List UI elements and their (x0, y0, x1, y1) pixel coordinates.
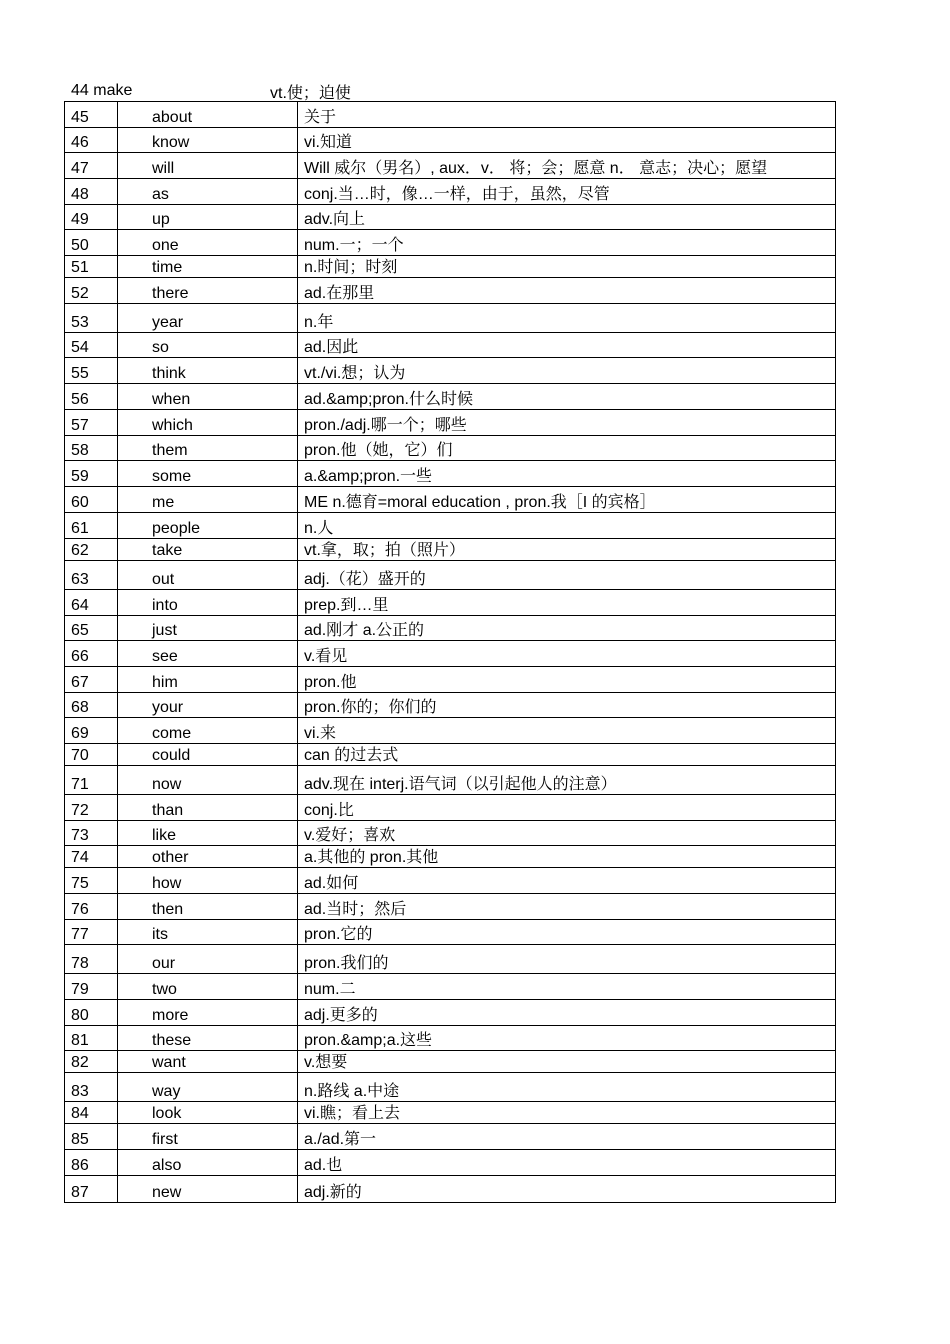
row-word: so (118, 333, 298, 358)
row-word: out (118, 561, 298, 590)
table-row (65, 1051, 836, 1073)
row-number: 65 (65, 616, 118, 641)
row-word: could (118, 744, 298, 766)
table-row (65, 920, 836, 945)
row-definition: adv.向上 (298, 205, 836, 230)
row-definition: n.时间；时刻 (298, 256, 836, 278)
table-row (65, 461, 836, 487)
row-word: way (118, 1073, 298, 1102)
table-row (65, 358, 836, 384)
row-word: think (118, 358, 298, 384)
row-word: will (118, 153, 298, 179)
table-row (65, 304, 836, 333)
header-number-word: 44 make (71, 82, 133, 99)
row-word: take (118, 539, 298, 561)
row-word: more (118, 1000, 298, 1026)
row-definition: vi.来 (298, 718, 836, 744)
row-number: 63 (65, 561, 118, 590)
row-word: its (118, 920, 298, 945)
table-row (65, 539, 836, 561)
row-number: 82 (65, 1051, 118, 1073)
row-word: first (118, 1124, 298, 1150)
row-number: 70 (65, 744, 118, 766)
row-number: 85 (65, 1124, 118, 1150)
row-definition: pron./adj.哪一个；哪些 (298, 410, 836, 436)
row-word: me (118, 487, 298, 513)
row-word: about (118, 102, 298, 128)
row-number: 80 (65, 1000, 118, 1026)
row-definition: vi.知道 (298, 128, 836, 153)
table-row (65, 410, 836, 436)
row-word: then (118, 894, 298, 920)
row-word: your (118, 693, 298, 718)
table-row (65, 1000, 836, 1026)
row-number: 62 (65, 539, 118, 561)
table-row (65, 945, 836, 974)
table-row (65, 1176, 836, 1203)
row-number: 79 (65, 974, 118, 1000)
row-word: look (118, 1102, 298, 1124)
row-number: 54 (65, 333, 118, 358)
table-row (65, 102, 836, 128)
row-number: 87 (65, 1176, 118, 1203)
table-row (65, 846, 836, 868)
row-word: our (118, 945, 298, 974)
row-number: 51 (65, 256, 118, 278)
row-definition: vi.瞧；看上去 (298, 1102, 836, 1124)
row-word: two (118, 974, 298, 1000)
row-number: 74 (65, 846, 118, 868)
row-definition: 关于 (298, 102, 836, 128)
row-definition: n.路线 a.中途 (298, 1073, 836, 1102)
row-definition: vt./vi.想；认为 (298, 358, 836, 384)
table-row (65, 436, 836, 461)
row-number: 66 (65, 641, 118, 667)
row-definition: a./ad.第一 (298, 1124, 836, 1150)
row-word: time (118, 256, 298, 278)
row-definition: ad.刚才 a.公正的 (298, 616, 836, 641)
row-number: 58 (65, 436, 118, 461)
row-definition: ad.在那里 (298, 278, 836, 304)
table-row (65, 795, 836, 821)
row-number: 83 (65, 1073, 118, 1102)
row-number: 84 (65, 1102, 118, 1124)
row-definition: ME n.德育=moral education , pron.我［I 的宾格］ (298, 487, 836, 513)
table-row (65, 1150, 836, 1176)
row-number: 75 (65, 868, 118, 894)
row-word: know (118, 128, 298, 153)
table-row (65, 616, 836, 641)
row-number: 81 (65, 1026, 118, 1051)
table-row (65, 667, 836, 693)
row-definition: adj.（花）盛开的 (298, 561, 836, 590)
table-row (65, 205, 836, 230)
row-definition: vt.拿，取；拍（照片） (298, 539, 836, 561)
row-definition: adv.现在 interj.语气词（以引起他人的注意） (298, 766, 836, 795)
row-number: 76 (65, 894, 118, 920)
table-row (65, 487, 836, 513)
table-row (65, 1026, 836, 1051)
row-number: 77 (65, 920, 118, 945)
row-number: 45 (65, 102, 118, 128)
table-row (65, 230, 836, 256)
row-word: one (118, 230, 298, 256)
row-definition: adj.更多的 (298, 1000, 836, 1026)
row-definition: ad.&amp;pron.什么时候 (298, 384, 836, 410)
row-definition: conj.比 (298, 795, 836, 821)
row-definition: ad.如何 (298, 868, 836, 894)
row-number: 69 (65, 718, 118, 744)
row-word: how (118, 868, 298, 894)
row-word: up (118, 205, 298, 230)
row-number: 55 (65, 358, 118, 384)
row-word: there (118, 278, 298, 304)
vocabulary-table (64, 101, 836, 1203)
table-row (65, 278, 836, 304)
row-definition: a.&amp;pron.一些 (298, 461, 836, 487)
row-word: other (118, 846, 298, 868)
row-definition: ad.也 (298, 1150, 836, 1176)
row-number: 50 (65, 230, 118, 256)
table-row (65, 766, 836, 795)
table-row (65, 1102, 836, 1124)
row-number: 64 (65, 590, 118, 616)
row-word: just (118, 616, 298, 641)
row-word: which (118, 410, 298, 436)
row-definition: v.想要 (298, 1051, 836, 1073)
row-word: than (118, 795, 298, 821)
row-definition: n.年 (298, 304, 836, 333)
table-row (65, 821, 836, 846)
row-number: 47 (65, 153, 118, 179)
table-row (65, 693, 836, 718)
table-row (65, 333, 836, 358)
table-row (65, 974, 836, 1000)
row-word: now (118, 766, 298, 795)
row-word: people (118, 513, 298, 539)
table-row (65, 868, 836, 894)
row-word: these (118, 1026, 298, 1051)
row-word: new (118, 1176, 298, 1203)
table-row (65, 561, 836, 590)
row-number: 48 (65, 179, 118, 205)
row-definition: pron.&amp;a.这些 (298, 1026, 836, 1051)
row-number: 49 (65, 205, 118, 230)
row-word: as (118, 179, 298, 205)
row-definition: ad.当时；然后 (298, 894, 836, 920)
row-definition: num.一；一个 (298, 230, 836, 256)
row-word: want (118, 1051, 298, 1073)
row-number: 73 (65, 821, 118, 846)
row-definition: prep.到…里 (298, 590, 836, 616)
row-definition: pron.你的；你们的 (298, 693, 836, 718)
header-definition: vt.使；迫使 (270, 85, 351, 102)
row-word: when (118, 384, 298, 410)
table-row (65, 641, 836, 667)
row-number: 72 (65, 795, 118, 821)
row-word: also (118, 1150, 298, 1176)
row-number: 56 (65, 384, 118, 410)
row-word: some (118, 461, 298, 487)
row-number: 53 (65, 304, 118, 333)
row-definition: can 的过去式 (298, 744, 836, 766)
row-word: see (118, 641, 298, 667)
table-row (65, 1124, 836, 1150)
row-number: 60 (65, 487, 118, 513)
row-number: 52 (65, 278, 118, 304)
row-number: 59 (65, 461, 118, 487)
row-number: 68 (65, 693, 118, 718)
row-number: 57 (65, 410, 118, 436)
row-definition: ad.因此 (298, 333, 836, 358)
row-number: 86 (65, 1150, 118, 1176)
row-word: them (118, 436, 298, 461)
row-definition: n.人 (298, 513, 836, 539)
row-number: 71 (65, 766, 118, 795)
row-word: like (118, 821, 298, 846)
row-number: 61 (65, 513, 118, 539)
row-number: 78 (65, 945, 118, 974)
table-row (65, 128, 836, 153)
table-row (65, 384, 836, 410)
row-definition: a.其他的 pron.其他 (298, 846, 836, 868)
table-row (65, 153, 836, 179)
row-definition: conj.当…时，像…一样，由于，虽然，尽管 (298, 179, 836, 205)
table-row (65, 179, 836, 205)
table-row (65, 256, 836, 278)
vocabulary-table-body (65, 102, 836, 1203)
row-word: come (118, 718, 298, 744)
table-row (65, 894, 836, 920)
row-definition: Will 威尔（男名）, aux．v． 将；会；愿意 n． 意志；决心；愿望 (298, 153, 836, 179)
table-row (65, 590, 836, 616)
table-row (65, 1073, 836, 1102)
table-row (65, 513, 836, 539)
row-word: year (118, 304, 298, 333)
row-word: him (118, 667, 298, 693)
row-definition: adj.新的 (298, 1176, 836, 1203)
row-definition: pron.我们的 (298, 945, 836, 974)
row-definition: pron.它的 (298, 920, 836, 945)
table-row (65, 744, 836, 766)
row-definition: v.爱好；喜欢 (298, 821, 836, 846)
table-row (65, 718, 836, 744)
row-definition: pron.他 (298, 667, 836, 693)
row-number: 46 (65, 128, 118, 153)
row-number: 67 (65, 667, 118, 693)
row-definition: pron.他（她，它）们 (298, 436, 836, 461)
row-definition: v.看见 (298, 641, 836, 667)
row-definition: num.二 (298, 974, 836, 1000)
row-word: into (118, 590, 298, 616)
header-row (71, 80, 841, 100)
